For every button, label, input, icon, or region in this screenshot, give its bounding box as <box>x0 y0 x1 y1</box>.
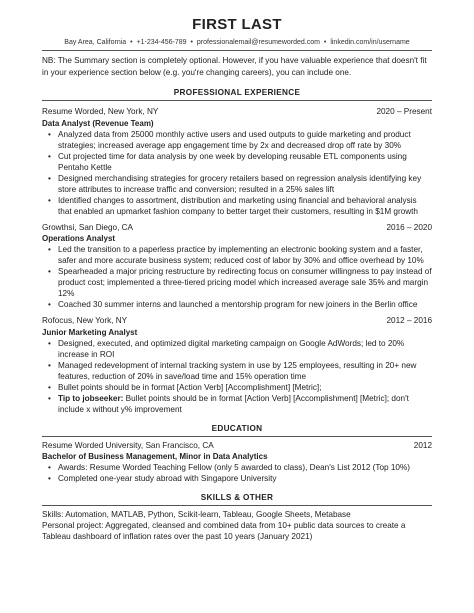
bullet-item: • Completed one-year study abroad with Singapore University <box>58 473 432 484</box>
job-dates: 2016 – 2020 <box>386 222 432 232</box>
bullet-item: • Coached 30 summer interns and launched a mentorship program for new joiners in the Berlin office <box>58 299 432 310</box>
bullet-item: • Awards: Resume Worded Teaching Fellow (only 5 awarded to class), Dean's List 2012 (Top 10%) <box>58 462 432 473</box>
bullet-item: • Spearheaded a major pricing restructure by redirecting focus on consumer willingness to pay instead of product cost; implemented a three-tiered pricing model which increased average sale 35% and margin 12% <box>58 266 432 299</box>
job-header <box>42 106 432 118</box>
job-bullets <box>42 244 432 310</box>
education-degree: Bachelor of Business Management, Minor in Data Analytics <box>42 452 268 461</box>
contact-separator: • <box>190 39 193 46</box>
skills-section-title: SKILLS & OTHER <box>200 493 274 502</box>
job-header <box>42 315 432 327</box>
summary-text: NB: The Summary section is completely optional. However, if you have valuable experience that doesn't fit in your experience section below (e.g. you're changing careers), you can include one. <box>42 56 427 77</box>
job-entry <box>42 222 432 311</box>
job-company: Growthsi, San Diego, CA <box>42 222 134 232</box>
header-divider <box>42 50 432 51</box>
tip-text: Bullet points should be in format [Action Verb] [Accomplishment] [Metric]; don't include x without y% improvement <box>58 393 409 414</box>
contact-separator: • <box>323 39 327 46</box>
contact-email: professionalemail@resumeworded.com <box>196 39 320 46</box>
job-dates: 2012 – 2016 <box>386 316 432 325</box>
bullet-item: • Designed merchandising strategies for grocery retailers based on regression analysis identifying key store attributes to increase traffic and conversion; resulted in a 25% sales lift <box>58 173 432 195</box>
skills-divider <box>42 505 432 506</box>
bullet-item: • Bullet points should be in format [Action Verb] [Accomplishment] [Metric]; <box>58 382 432 393</box>
job-role: Junior Marketing Analyst <box>42 327 138 337</box>
job-dates: 2020 – Present <box>376 107 432 116</box>
education-year: 2012 <box>413 440 432 450</box>
contact-linkedin: linkedin.com/in/username <box>330 39 410 46</box>
bullet-item: • Led the transition to a paperless practice by implementing an electronic booking system and a faster, safer and more accurate business system; reduced cost of labor by 30% and office overhead by 10% <box>58 244 432 266</box>
bullet-item: • Analyzed data from 25000 monthly active users and used outputs to guide marketing and product strategies; increased average app engagement time by 2x and decreased drop off rate by 30% <box>58 129 432 151</box>
job-company: Resume Worded, New York, NY <box>42 107 159 116</box>
tip-bullet <box>58 393 432 415</box>
personal-project-line: Personal project: Aggregated, cleansed and combined data from 10+ public data sources to create a Tableau dashboard of inflation rates over the past 10 years (January 2021) <box>42 521 406 541</box>
education-school: Resume Worded University <box>42 440 141 450</box>
experience-section-title: PROFESSIONAL EXPERIENCE <box>173 88 301 97</box>
bullet-item: • Designed, executed, and optimized digital marketing campaign on Google AdWords; led to 20% increase in ROI <box>58 338 432 360</box>
education-location: , San Francisco, CA <box>140 440 214 450</box>
education-bullets <box>42 462 432 484</box>
bullet-item: • Managed redevelopment of internal tracking system in use by 125 employees, resulting in 20+ new features, reduction of 20% in save/load time and 15% operation time <box>58 360 432 382</box>
job-bullets <box>42 338 432 415</box>
job-company: Rofocus, New York, NY <box>42 316 128 325</box>
education-divider <box>42 436 432 437</box>
education-section-title: EDUCATION <box>211 423 263 433</box>
contact-line <box>42 38 432 48</box>
experience-divider <box>42 100 432 101</box>
job-entry <box>42 106 432 217</box>
bullet-item: • Identified changes to assortment, distribution and marketing using financial and behavioral analysis that enabled an upmarket fashion company to better target their customers, resulting in $1M growth <box>58 195 432 217</box>
job-role: Operations Analyst <box>42 234 116 243</box>
education-header <box>42 440 432 452</box>
tip-label: Tip to jobseeker: <box>58 393 124 403</box>
bullet-item: • Cut projected time for data analysis by one week by developing reusable ETL components using Pentaho Kettle <box>58 151 432 173</box>
skills-line: Skills: Automation, MATLAB, Python, Scikit-learn, Tableau, Google Sheets, Metabase <box>42 510 351 519</box>
job-header <box>42 222 432 234</box>
contact-separator: • <box>130 39 133 46</box>
contact-location: Bay Area, California <box>64 39 127 46</box>
job-entry <box>42 315 432 415</box>
education-school-line <box>42 440 214 452</box>
candidate-name: FIRST LAST <box>192 16 282 33</box>
contact-phone: +1-234-456-789 <box>136 39 187 46</box>
job-bullets <box>42 129 432 217</box>
job-role: Data Analyst (Revenue Team) <box>42 118 154 128</box>
